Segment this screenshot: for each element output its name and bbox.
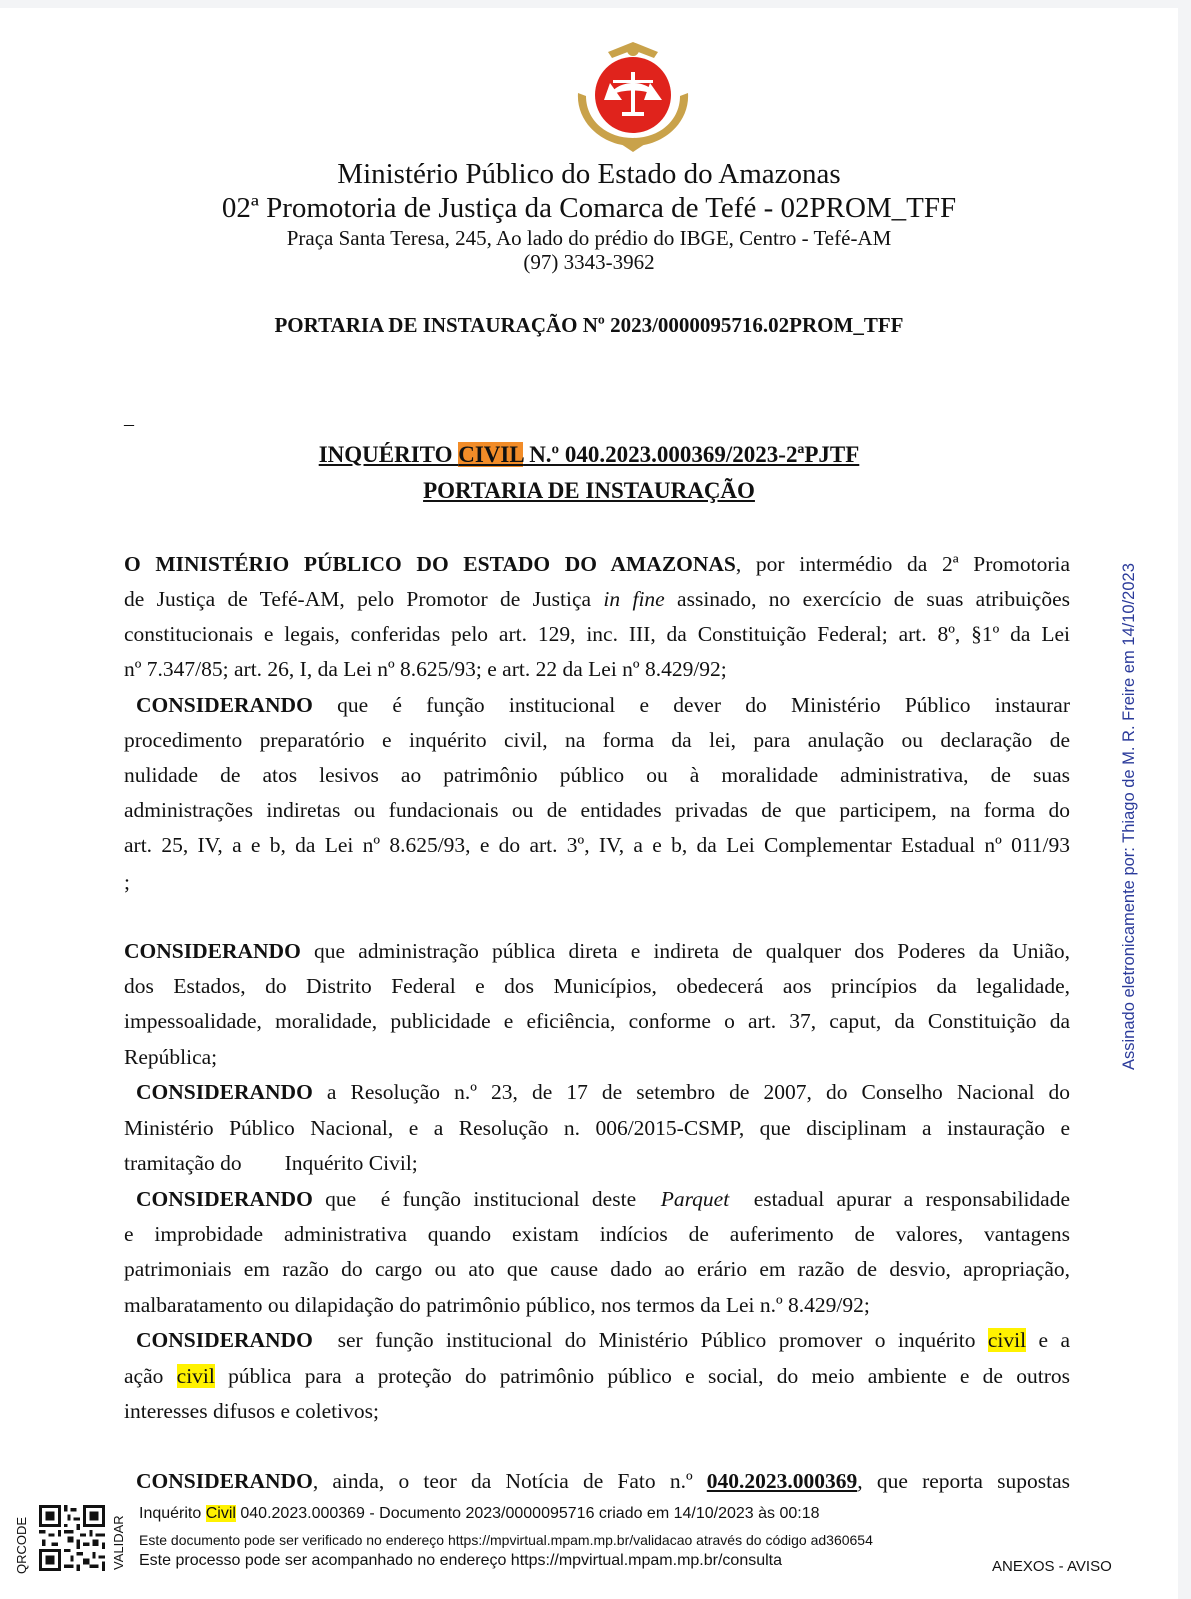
validar-label: VALIDAR: [111, 1515, 126, 1570]
portaria-number: PORTARIA DE INSTAURAÇÃO Nº 2023/0000095716.02PROM_TFF: [274, 313, 904, 337]
body-line: O MINISTÉRIO PÚBLICO DO ESTADO DO AMAZONAS, por intermédio da 2ª Promotoria: [124, 552, 1071, 576]
highlight-civil: Civil: [205, 1505, 236, 1522]
body-line: CONSIDERANDO que é função institucional deste Parquet estadual apurar a responsabilidade: [136, 1187, 1071, 1211]
highlight-civil: CIVIL: [458, 442, 524, 467]
body-line: e improbidade administrativa quando existam indícios de auferimento de valores, vantagens: [124, 1222, 1070, 1246]
highlight-civil: civil: [987, 1328, 1027, 1352]
body-line: nº 7.347/85; art. 26, I, da Lei nº 8.625/93; e art. 22 da Lei nº 8.429/92;: [124, 657, 727, 681]
org-phone: (97) 3343-3962: [523, 250, 655, 274]
qrcode-label: QRCODE: [14, 1516, 29, 1574]
document-title: INQUÉRITO CIVIL N.º 040.2023.000369/2023-2ªPJTF: [318, 442, 860, 467]
footer-consulta-link[interactable]: Este processo pode ser acompanhado no endereço https://mpvirtual.mpam.mp.br/consulta: [139, 1552, 783, 1569]
footer-document-info: Inquérito Civil 040.2023.000369 - Documento 2023/0000095716 criado em 14/10/2023 às 00:18: [139, 1505, 820, 1522]
dash-mark: –: [124, 413, 134, 435]
org-address: Praça Santa Teresa, 245, Ao lado do prédio do IBGE, Centro - Tefé-AM: [286, 226, 892, 250]
document-page: [0, 8, 1178, 1599]
body-line: ação civil pública para a proteção do patrimônio público e social, do meio ambiente e de outros: [124, 1364, 1070, 1388]
body-line: nulidade de atos lesivos ao patrimônio público ou à moralidade administrativa, de suas: [124, 763, 1070, 787]
body-line: art. 25, IV, a e b, da Lei nº 8.625/93, e do art. 3º, IV, a e b, da Lei Complementar Estadual nº 011/93: [124, 833, 1070, 857]
body-line: República;: [124, 1045, 218, 1069]
body-line: impessoalidade, moralidade, publicidade e eficiência, conforme o art. 37, caput, da Constituição da: [124, 1009, 1070, 1033]
body-line: CONSIDERANDO que é função institucional e dever do Ministério Público instaurar: [136, 693, 1070, 717]
body-line: patrimoniais em razão do cargo ou ato que cause dado ao erário em razão de desvio, apropriação,: [124, 1257, 1070, 1281]
promotoria-name: 02ª Promotoria de Justiça da Comarca de Tefé - 02PROM_TFF: [221, 192, 957, 224]
qr-code-icon[interactable]: [38, 1505, 106, 1571]
body-line: de Justiça de Tefé-AM, pelo Promotor de Justiça in fine assinado, no exercício de suas atribuições: [124, 587, 1071, 611]
body-line: procedimento preparatório e inquérito civil, na forma da lei, para anulação ou declaração de: [124, 728, 1070, 752]
body-line: Ministério Público Nacional, e a Resolução n. 006/2015-CSMP, que disciplinam a instauração e: [124, 1116, 1070, 1140]
body-line: ;: [124, 870, 130, 894]
electronic-signature-note: Assinado eletronicamente por: Thiago de M. R. Freire em 14/10/2023: [1120, 563, 1138, 1070]
body-line: CONSIDERANDO, ainda, o teor da Notícia de Fato n.º 040.2023.000369, que reporta supostas: [136, 1469, 1070, 1493]
mpam-emblem-icon: [568, 38, 698, 153]
highlight-civil: civil: [176, 1364, 215, 1388]
noticia-fato-link: 040.2023.000369: [706, 1469, 858, 1493]
body-line: CONSIDERANDO que administração pública direta e indireta de qualquer dos Poderes da União,: [124, 939, 1070, 963]
body-line: dos Estados, do Distrito Federal e dos Municípios, obedecerá aos princípios da legalidade,: [124, 974, 1070, 998]
body-line: CONSIDERANDO ser função institucional do Ministério Público promover o inquérito civil e a: [136, 1328, 1070, 1352]
org-name: Ministério Público do Estado do Amazonas: [337, 158, 841, 190]
body-line: interesses difusos e coletivos;: [124, 1399, 379, 1423]
footer-validation-link[interactable]: Este documento pode ser verificado no endereço https://mpvirtual.mpam.mp.br/validacao através do código ad360654: [139, 1532, 873, 1548]
body-line: constitucionais e legais, conferidas pelo art. 129, inc. III, da Constituição Federal; art. 8º, §1º da Lei: [124, 622, 1070, 646]
body-line: tramitação do Inquérito Civil;: [124, 1151, 418, 1175]
body-line: administrações indiretas ou fundacionais ou de entidades privadas de que participem, na forma do: [124, 798, 1070, 822]
anexos-aviso-link[interactable]: ANEXOS - AVISO: [992, 1558, 1112, 1575]
body-line: malbaratamento ou dilapidação do patrimônio público, nos termos da Lei n.º 8.429/92;: [124, 1293, 870, 1317]
document-subtitle: PORTARIA DE INSTAURAÇÃO: [423, 478, 755, 503]
body-line: CONSIDERANDO a Resolução n.º 23, de 17 de setembro de 2007, do Conselho Nacional do: [136, 1080, 1070, 1104]
